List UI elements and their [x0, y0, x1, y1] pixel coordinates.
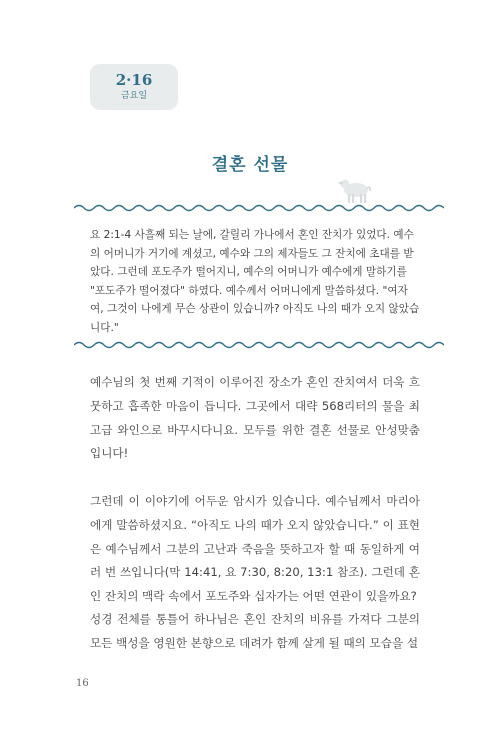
date-number: 2·16: [115, 71, 153, 89]
body-paragraph-1: [90, 371, 420, 466]
scripture-passage: [90, 226, 420, 337]
body-paragraph-3: [90, 608, 420, 656]
body-paragraph-2: [90, 490, 420, 609]
paragraph-text: 성경 전체를 통틀어 하나님은 혼인 잔치의 비유를 가져다 그분의 모든 백성을 영원한 본향으로 데려가 함께 살게 될 때의 모습을 설: [90, 612, 420, 650]
weekday-label: 금요일: [120, 91, 148, 101]
wave-divider-bottom: [74, 340, 444, 350]
devotion-title: 결혼 선물: [211, 155, 289, 175]
lamb-icon: [336, 174, 376, 206]
wave-divider-top: [74, 203, 444, 213]
scripture-text: 요 2:1-4 사흘째 되는 날에, 갈릴리 가나에서 혼인 잔치가 있었다. 예수의 어머니가 거기에 계셨고, 예수와 그의 제자들도 그 잔치에 초대를 받았다. 그런데 포도주가 떨어지니, 예수의 어머니가 예수에게 말하기를 "포도주가 떨어졌다" 하였다. 예수께서 어머니에게 말씀하셨다. "여자여, 그것이 나에게 무슨 상관이 있습니까? 아직도 나의 때가 오지 않았습니다.": [90, 229, 420, 334]
paragraph-text: 예수님의 첫 번째 기적이 이루어진 장소가 혼인 잔치여서 더욱 흐뭇하고 흡족한 마음이 듭니다. 그곳에서 대략 568리터의 물을 최고급 와인으로 바꾸시다니요. 모두를 위한 결혼 선물로 안성맞춤입니다!: [90, 375, 420, 461]
date-badge: [90, 64, 178, 110]
page-number: 16: [76, 678, 89, 689]
paragraph-text: 그런데 이 이야기에 어두운 암시가 있습니다. 예수님께서 마리아에게 말씀하셨지요. “아직도 나의 때가 오지 않았습니다.” 이 표현은 예수님께서 그분의 고난과 죽음을 뜻하고자 할 때 동일하게 여러 번 쓰입니다(막 14:41, 요 7:30, 8:20, 13:1 참조). 그런데 혼인 잔치의 맥락 속에서 포도주와 십자가는 어떤 연관이 있을까요?: [90, 494, 420, 604]
